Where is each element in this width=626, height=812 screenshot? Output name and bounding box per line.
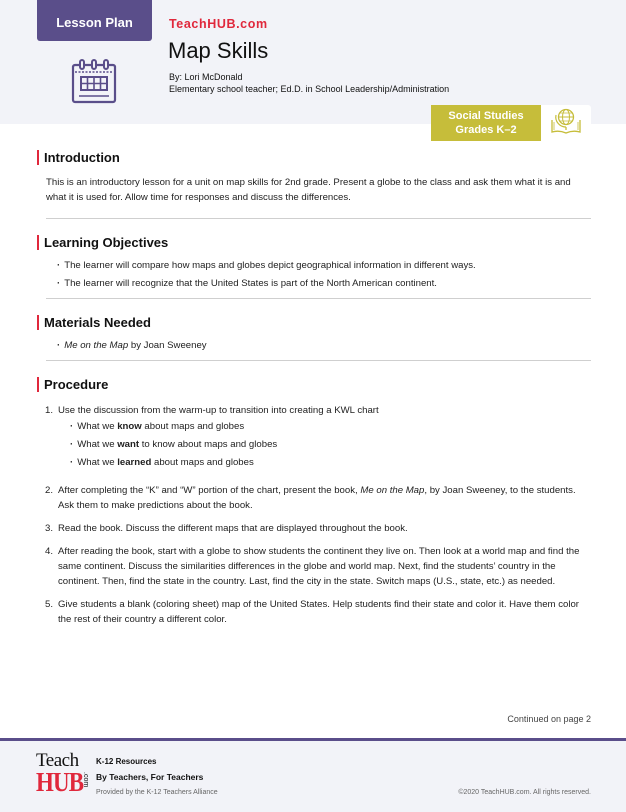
procedure-title: Procedure <box>44 376 109 392</box>
author-bio: Elementary school teacher; Ed.D. in School Leadership/Administration <box>169 84 450 94</box>
heading-accent <box>37 235 39 250</box>
divider <box>46 360 591 361</box>
step-number: 3. <box>45 523 54 534</box>
procedure-heading <box>37 375 591 393</box>
kwl-text: about maps and globes <box>141 421 245 432</box>
logo-com: .com <box>82 772 89 788</box>
kwl-text: What we <box>77 421 118 432</box>
lesson-content <box>37 148 591 635</box>
kwl-text: to know about maps and globes <box>139 439 278 450</box>
author-info <box>169 71 449 95</box>
objective-item: · The learner will compare how maps and globes depict geographical information in different ways. <box>57 260 591 272</box>
procedure-step <box>45 483 591 513</box>
author-name: By: Lori McDonald <box>169 72 243 82</box>
objectives-section <box>37 233 591 290</box>
grades-label: Grades K–2 <box>455 124 517 136</box>
procedure-step <box>45 403 591 475</box>
kwl-item <box>70 439 591 451</box>
step-text-part: , by Joan Sweeney, to the students. Ask them to make predictions about the book. <box>58 485 576 511</box>
page-footer <box>0 738 626 812</box>
divider <box>46 298 591 299</box>
calendar-icon <box>70 57 118 105</box>
step-text-part: After completing the “K” and “W” portion of the chart, present the book, <box>58 485 361 496</box>
kwl-text: What we <box>77 439 118 450</box>
book-title: Me on the Map <box>360 485 425 496</box>
procedure-section <box>37 375 591 627</box>
continued-note: Continued on page 2 <box>507 714 591 724</box>
subject-icon-box <box>541 105 591 135</box>
objectives-heading <box>37 233 591 251</box>
kwl-keyword: want <box>117 439 140 450</box>
brand-name: TeachHUB.com <box>169 17 268 31</box>
objectives-title: Learning Objectives <box>44 234 169 250</box>
kwl-keyword: learned <box>117 457 152 468</box>
kwl-item <box>70 457 591 469</box>
procedure-step <box>45 597 591 627</box>
lesson-plan-tab: Lesson Plan <box>37 0 152 41</box>
procedure-step <box>45 544 591 589</box>
subject-badge <box>431 105 541 141</box>
footer-tagline: By Teachers, For Teachers <box>96 772 204 782</box>
material-item <box>57 340 591 352</box>
step-number: 2. <box>45 485 54 496</box>
divider <box>46 218 591 219</box>
step-text <box>58 483 591 513</box>
step-text: Read the book. Discuss the different maps that are displayed throughout the book. <box>58 523 408 534</box>
book-title: Me on the Map <box>64 340 129 351</box>
logo-teach: Teach <box>36 750 79 771</box>
book-author: by Joan Sweeney <box>128 340 207 351</box>
materials-section <box>37 313 591 352</box>
procedure-step <box>45 521 591 536</box>
globe-book-icon <box>550 107 582 135</box>
subject-label: Social Studies <box>448 110 524 122</box>
step-number: 4. <box>45 546 54 557</box>
materials-title: Materials Needed <box>44 314 151 330</box>
materials-heading <box>37 313 591 331</box>
kwl-keyword: know <box>117 421 142 432</box>
footer-provided-by: Provided by the K-12 Teachers Alliance <box>96 789 218 796</box>
step-text: Use the discussion from the warm-up to transition into creating a KWL chart <box>58 405 379 416</box>
step-text: Give students a blank (coloring sheet) map of the United States. Help students find their state and color it. Have them color the rest of their country a different color. <box>58 599 579 625</box>
heading-accent <box>37 377 39 392</box>
introduction-section <box>37 148 591 205</box>
kwl-item <box>70 421 591 433</box>
step-number: 5. <box>45 599 54 610</box>
step-text: After reading the book, start with a globe to show students the continent they live on. Then look at a world map and find the same continent. Discuss the similarities differences in the globe and world map. Next, find the students’ country in the continent. Then, find the state in the country. Last, find the city in the state. Switch maps (U.S., state, etc.) as needed. <box>58 546 580 587</box>
teachhub-logo <box>36 750 92 802</box>
introduction-title: Introduction <box>44 149 120 165</box>
introduction-text: This is an introductory lesson for a unit on map skills for 2nd grade. Present a globe to the class and ask them what it is and what it is used for. Allow time for responses and discuss the differences. <box>46 177 571 203</box>
heading-accent <box>37 315 39 330</box>
footer-copyright: ©2020 TeachHUB.com. All rights reserved. <box>458 789 591 796</box>
footer-tagline: K-12 Resources <box>96 757 157 766</box>
page-title: Map Skills <box>168 38 269 63</box>
kwl-text: What we <box>77 457 118 468</box>
objective-item: · The learner will recognize that the United States is part of the North American continent. <box>57 278 591 290</box>
introduction-heading <box>37 148 591 166</box>
kwl-text: about maps and globes <box>151 457 254 468</box>
heading-accent <box>37 150 39 165</box>
logo-hub: HUB <box>36 767 84 797</box>
step-number: 1. <box>45 405 54 416</box>
